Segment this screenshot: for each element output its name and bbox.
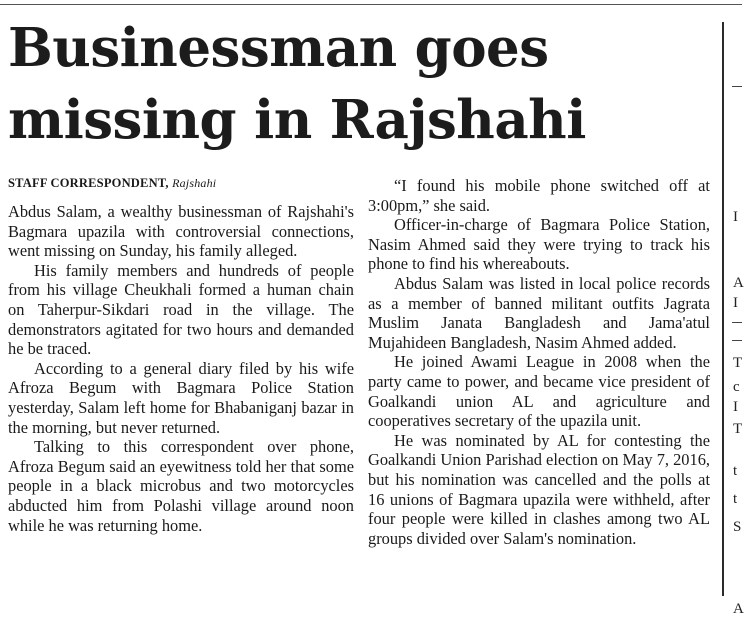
- paragraph: Officer-in-charge of Bagmara Police Station, Nasim Ahmed said they were trying to track his phone to find his whereabouts.: [368, 215, 710, 274]
- sidebar-letter: T: [733, 421, 743, 437]
- headline-line-2: missing in Rajshahi: [8, 89, 586, 151]
- sidebar-letter: S: [733, 519, 742, 535]
- sidebar-letter: t: [733, 491, 738, 507]
- column-divider: [722, 22, 724, 596]
- paragraph: Abdus Salam, a wealthy businessman of Rajshahi's Bagmara upazila with controversial connections, went missing on Sunday, his family alleged.: [8, 202, 354, 261]
- byline-location: Rajshahi: [172, 176, 217, 190]
- sidebar-rule: [732, 340, 742, 341]
- paragraph: “I found his mobile phone switched off at 3:00pm,” she said.: [368, 176, 710, 215]
- article-column-left: [8, 174, 354, 535]
- paragraph: According to a general diary filed by his wife Afroza Begum with Bagmara Police Station yesterday, Salam left home for Bhabaniganj bazar in the morning, but never returned.: [8, 358, 354, 437]
- sidebar-letter: A: [733, 601, 744, 617]
- sidebar-letter: I: [733, 399, 738, 415]
- sidebar-letter: I: [733, 209, 738, 225]
- article-column-right: [368, 176, 710, 548]
- sidebar-letter: T: [733, 355, 743, 371]
- headline-line-1: Businessman goes: [8, 17, 549, 79]
- headline: [8, 12, 708, 156]
- byline: [8, 174, 354, 192]
- sidebar-letter: c: [733, 379, 740, 395]
- sidebar-rule: [732, 322, 742, 323]
- sidebar-rule: [732, 86, 742, 87]
- paragraph: Abdus Salam was listed in local police records as a member of banned militant outfits Jagrata Muslim Janata Bangladesh and Jama'atul Mujahideen Bangladesh, Nasim Ahmed added.: [368, 273, 710, 352]
- top-rule: [0, 4, 742, 5]
- byline-author: STAFF CORRESPONDENT,: [8, 176, 169, 190]
- paragraph: He joined Awami League in 2008 when the party came to power, and became vice president of Goalkandi union AL and agriculture and cooperatives secretary of the upazila unit.: [368, 352, 710, 431]
- sidebar-letter: t: [733, 463, 738, 479]
- paragraph: He was nominated by AL for contesting the Goalkandi Union Parishad election on May 7, 2016, but his nomination was cancelled and the polls at 16 unions of Bagmara upazila were withheld, after four people were killed in clashes among two AL groups divided over Salam's nomination.: [368, 430, 710, 548]
- paragraph: His family members and hundreds of people from his village Cheukhali formed a human chain on Taherpur-Sikdari road in the village. The demonstrators agitated for two hours and demanded he be traced.: [8, 260, 354, 359]
- adjacent-article-fragment: [722, 22, 744, 617]
- sidebar-letter: I: [733, 295, 738, 311]
- paragraph: Talking to this correspondent over phone, Afroza Begum said an eyewitness told her that some people in a black microbus and two motorcycles abducted him from Polashi village around noon while he was returning home.: [8, 437, 354, 535]
- sidebar-letter: A: [733, 275, 744, 291]
